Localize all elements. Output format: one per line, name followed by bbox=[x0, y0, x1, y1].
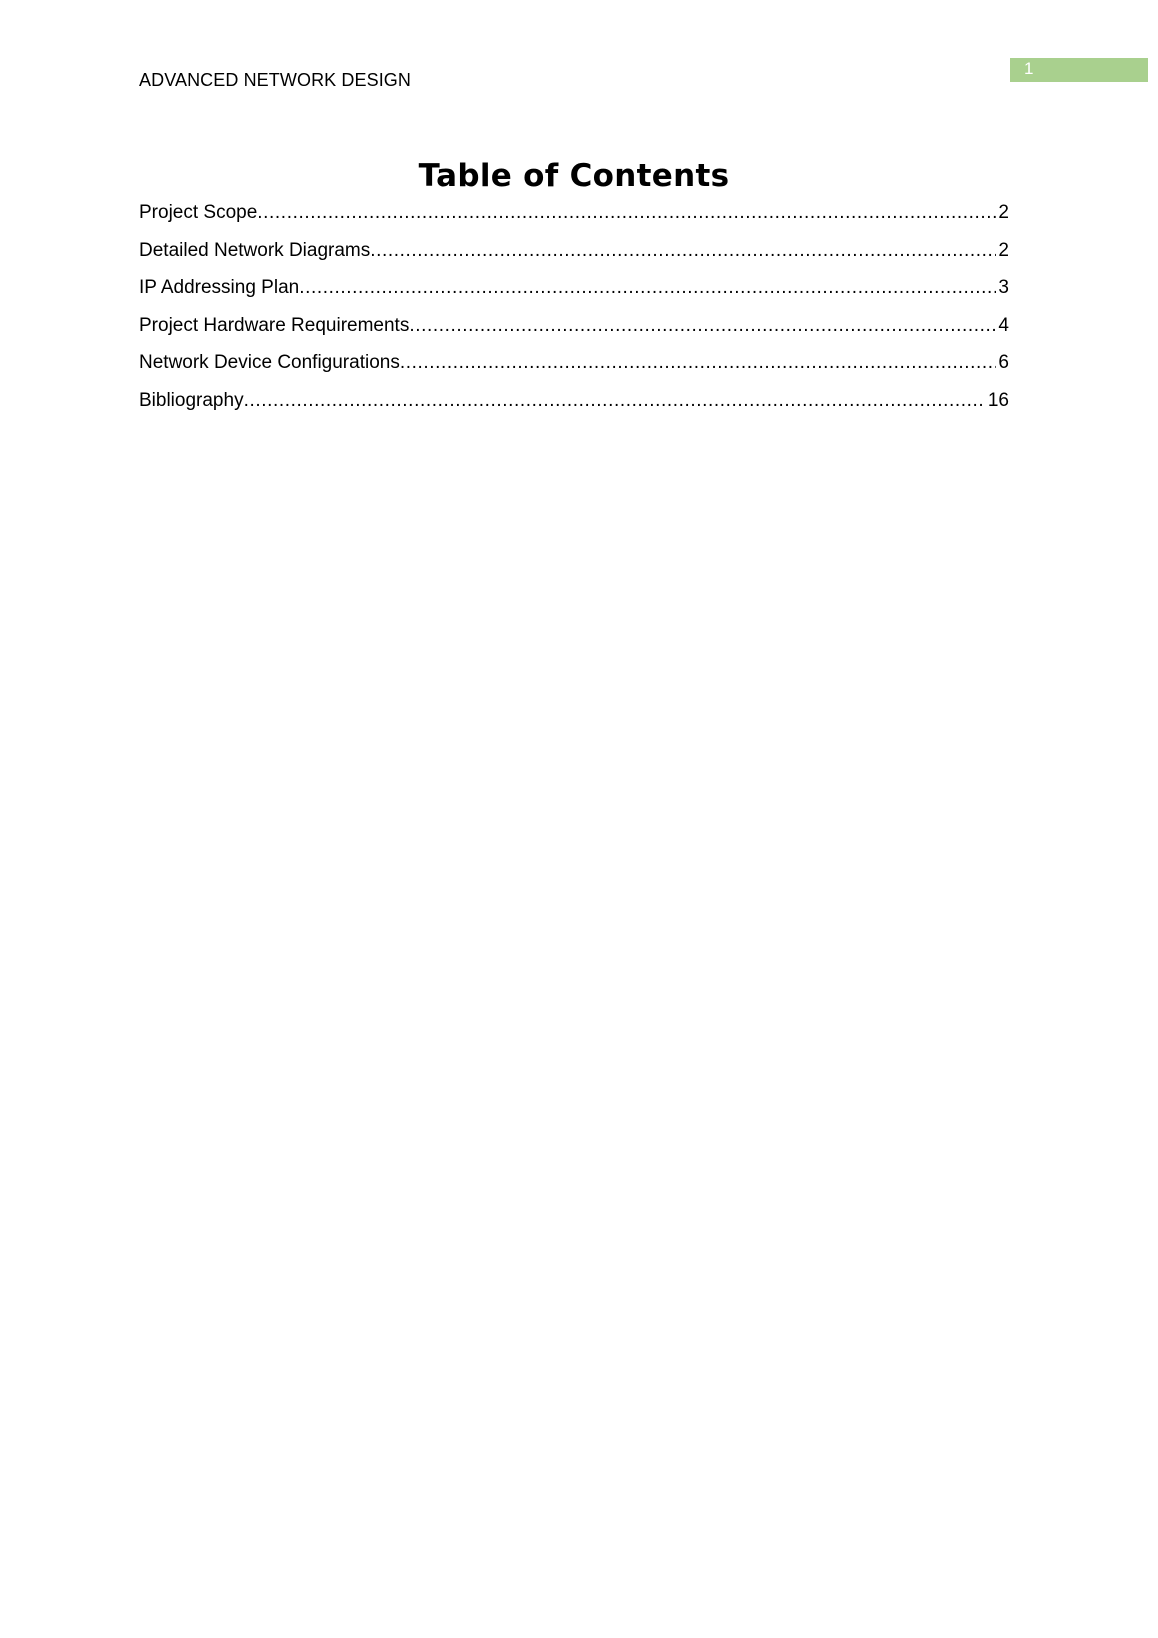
toc-entry-label: Project Scope bbox=[139, 202, 258, 223]
toc-entry-label: Bibliography bbox=[139, 389, 244, 411]
toc-entry-ip-addressing-plan[interactable] bbox=[139, 277, 1009, 315]
toc-entry-label: IP Addressing Plan bbox=[139, 277, 300, 298]
toc-entry-label: Project Hardware Requirements bbox=[139, 314, 410, 336]
toc-title: Table of Contents bbox=[418, 158, 730, 194]
toc-list bbox=[139, 202, 1009, 427]
running-head: ADVANCED NETWORK DESIGN bbox=[139, 70, 411, 90]
toc-entry-label: Detailed Network Diagrams bbox=[139, 239, 371, 261]
page-number-badge bbox=[1010, 58, 1148, 82]
toc-entry-project-hardware-requirements[interactable] bbox=[139, 315, 1009, 353]
toc-entry-page: 6 bbox=[998, 352, 1009, 373]
toc-dot-leader bbox=[299, 277, 996, 299]
toc-entry-page: 4 bbox=[998, 314, 1009, 336]
toc-entry-project-scope[interactable] bbox=[139, 202, 1009, 240]
toc-entry-page: 2 bbox=[998, 202, 1009, 223]
toc-dot-leader bbox=[257, 202, 996, 224]
toc-entry-bibliography[interactable] bbox=[139, 390, 1009, 428]
toc-dot-leader bbox=[244, 390, 986, 412]
toc-entry-page: 3 bbox=[998, 277, 1009, 298]
toc-entry-label: Network Device Configurations bbox=[139, 352, 400, 373]
toc-entry-network-device-configurations[interactable] bbox=[139, 352, 1009, 390]
page-number: 1 bbox=[1024, 59, 1034, 78]
toc-entry-page: 2 bbox=[998, 239, 1009, 261]
toc-dot-leader bbox=[409, 315, 996, 337]
toc-entry-page: 16 bbox=[987, 389, 1009, 411]
toc-dot-leader bbox=[370, 240, 996, 262]
toc-dot-leader bbox=[400, 352, 997, 374]
toc-entry-detailed-network-diagrams[interactable] bbox=[139, 240, 1009, 278]
